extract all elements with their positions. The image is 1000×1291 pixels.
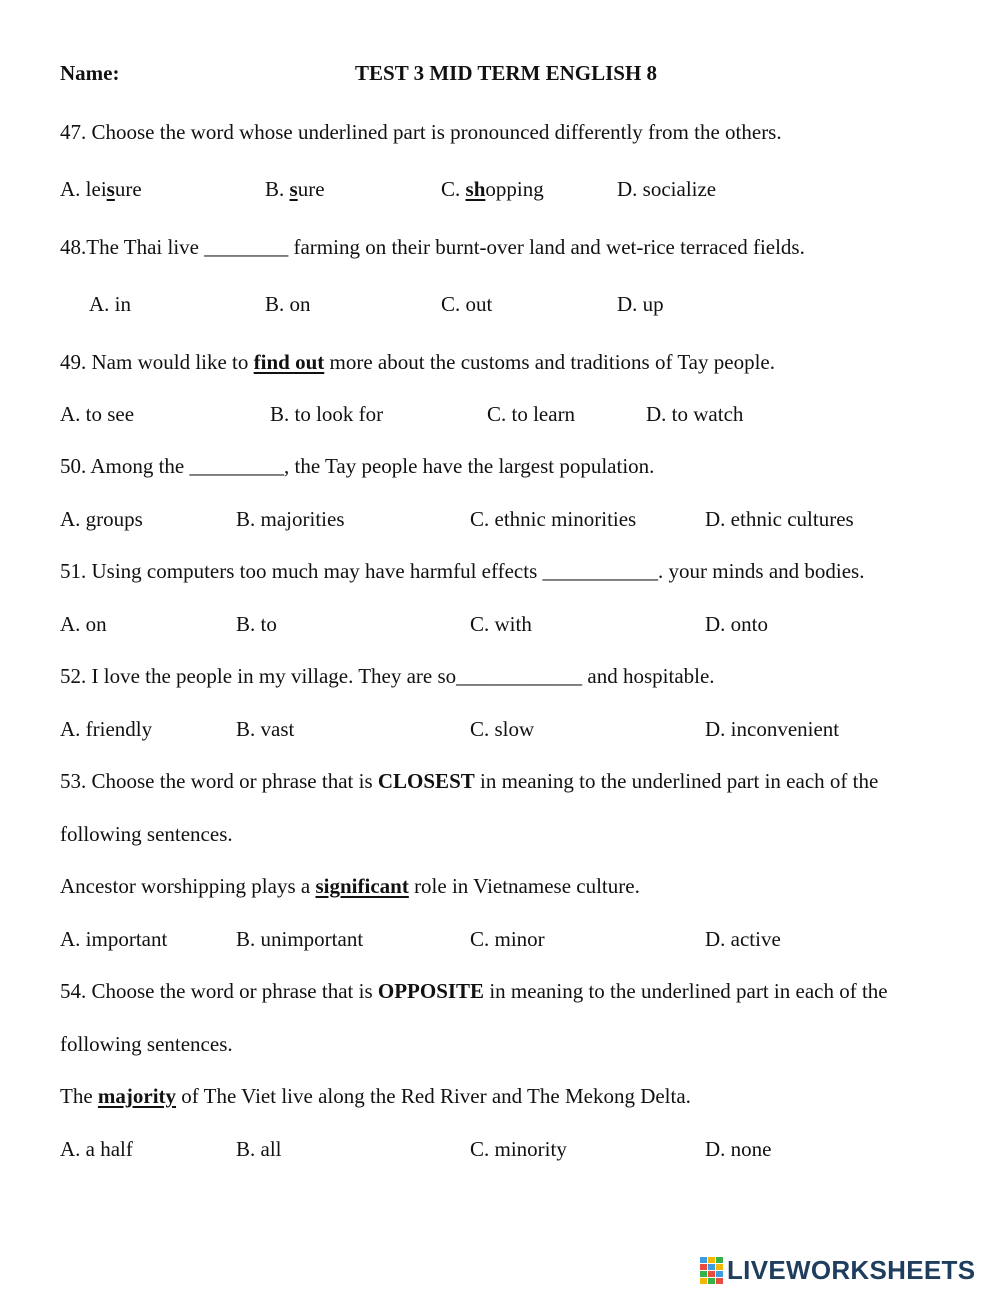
question-52-stem: 52. I love the people in my village. They are so____________ and hospitable. — [60, 664, 715, 688]
q51-option-b: B. to — [236, 612, 277, 636]
q50-option-c: C. ethnic minorities — [470, 507, 637, 531]
q54-option-b: B. all — [236, 1137, 282, 1161]
q50-option-a: A. groups — [60, 507, 143, 531]
q48-option-d: D. up — [617, 292, 664, 316]
question-54-stem: 54. Choose the word or phrase that is OPPOSITE in meaning to the underlined part in each of the — [60, 979, 888, 1003]
q47-option-b: B. sure — [265, 177, 325, 201]
question-50-stem: 50. Among the _________, the Tay people have the largest population. — [60, 454, 655, 478]
q54-option-a: A. a half — [60, 1137, 133, 1161]
q53-option-c: C. minor — [470, 927, 545, 951]
question-53-stem: 53. Choose the word or phrase that is CLOSEST in meaning to the underlined part in each of the — [60, 769, 879, 793]
q53-option-d: D. active — [705, 927, 781, 951]
q49-option-a: A. to see — [60, 402, 135, 426]
q52-option-a: A. friendly — [60, 717, 153, 741]
question-54-stem-line2: following sentences. — [60, 1032, 233, 1056]
q50-option-d: D. ethnic cultures — [705, 507, 854, 531]
q51-option-c: C. with — [470, 612, 532, 636]
q48-option-a: A. in — [89, 292, 131, 316]
question-53-sentence: Ancestor worshipping plays a significant role in Vietnamese culture. — [60, 874, 640, 898]
q47-option-d: D. socialize — [617, 177, 717, 201]
question-51-stem: 51. Using computers too much may have harmful effects ___________. your minds and bodies. — [60, 559, 865, 583]
q51-option-d: D. onto — [705, 612, 768, 636]
question-54-sentence: The majority of The Viet live along the Red River and The Mekong Delta. — [60, 1084, 691, 1108]
liveworksheets-logo-icon — [700, 1257, 723, 1284]
q49-option-d: D. to watch — [646, 402, 744, 426]
liveworksheets-logo — [700, 1255, 975, 1285]
q48-option-c: C. out — [441, 292, 493, 316]
q52-option-b: B. vast — [236, 717, 295, 741]
q53-option-b: B. unimportant — [236, 927, 364, 951]
question-53-stem-line2: following sentences. — [60, 822, 233, 846]
question-47-stem: 47. Choose the word whose underlined part is pronounced differently from the others. — [60, 120, 782, 144]
liveworksheets-logo-text: LIVEWORKSHEETS — [727, 1254, 976, 1285]
q47-option-c: C. shopping — [441, 177, 544, 201]
q51-option-a: A. on — [60, 612, 107, 636]
q50-option-b: B. majorities — [236, 507, 345, 531]
page-title: TEST 3 MID TERM ENGLISH 8 — [355, 61, 658, 85]
q49-option-c: C. to learn — [487, 402, 576, 426]
name-label: Name: — [60, 61, 120, 85]
question-49-stem: 49. Nam would like to find out more about the customs and traditions of Tay people. — [60, 350, 775, 374]
q54-option-c: C. minority — [470, 1137, 567, 1161]
q52-option-c: C. slow — [470, 717, 535, 741]
q52-option-d: D. inconvenient — [705, 717, 840, 741]
question-48-stem: 48.The Thai live ________ farming on their burnt-over land and wet-rice terraced fields. — [60, 235, 805, 259]
q53-option-a: A. important — [60, 927, 168, 951]
q48-option-b: B. on — [265, 292, 311, 316]
q54-option-d: D. none — [705, 1137, 772, 1161]
q47-option-a: A. leisure — [60, 177, 142, 201]
q49-option-b: B. to look for — [270, 402, 384, 426]
